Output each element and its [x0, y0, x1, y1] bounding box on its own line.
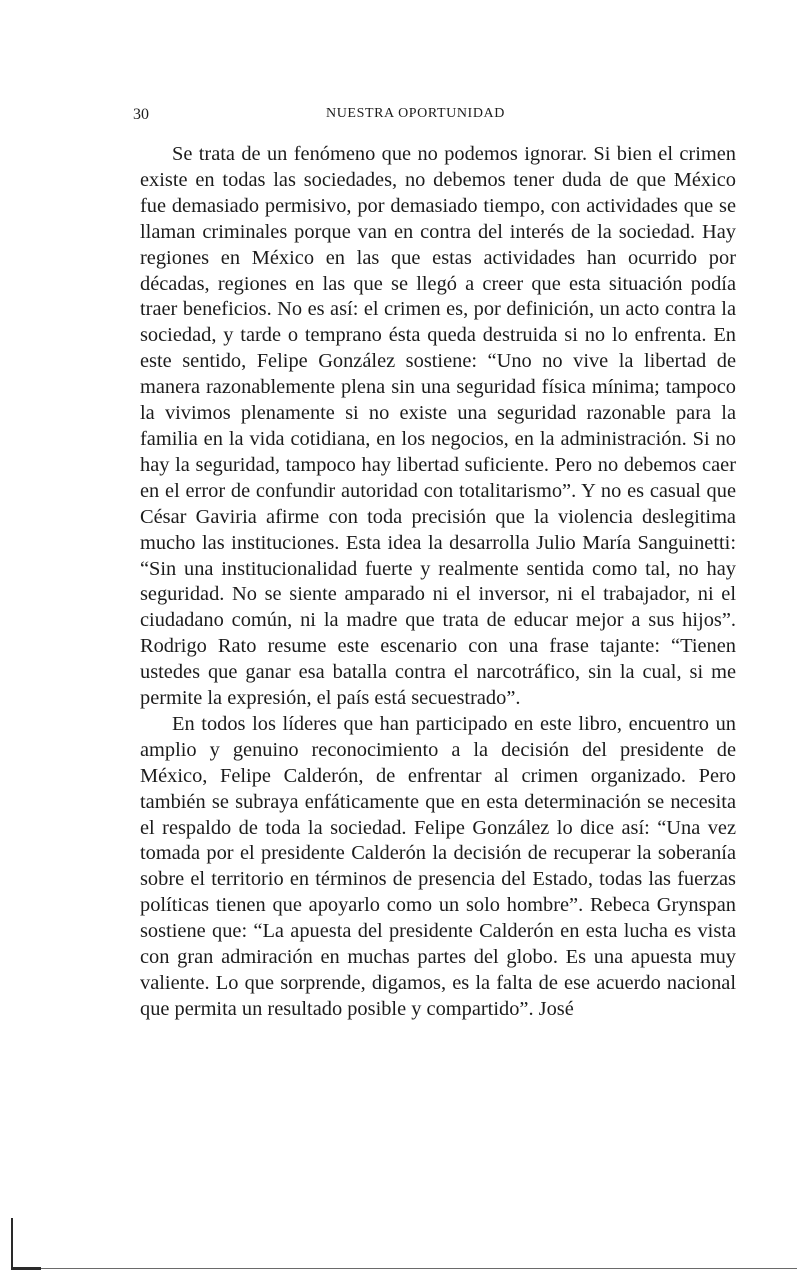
page-header: [130, 104, 742, 128]
scan-edge-left: [11, 1218, 13, 1270]
running-title: NUESTRA OPORTUNIDAD: [326, 106, 505, 121]
page-number: 30: [133, 106, 149, 123]
scan-edge-bottom: [11, 1268, 797, 1269]
body-text: [140, 142, 736, 1023]
paragraph: Se trata de un fenómeno que no podemos ignorar. Si bien el crimen existe en todas las sociedades, no debemos tener duda de que México fue demasiado permisivo, por demasiado tiempo, con actividades que se llaman criminales porque van en contra del interés de la sociedad. Hay regiones en México en las que estas actividades han ocurrido por décadas, regiones en las que se llegó a creer que esta situación podía traer beneficios. No es así: el crimen es, por definición, un acto contra la sociedad, y tarde o temprano ésta queda destruida si no lo enfrenta. En este sentido, Felipe González sostiene: “Uno no vive la libertad de manera razonablemente plena sin una seguridad física mínima; tampoco la vivimos plenamente si no existe una seguridad razonable para la familia en la vida cotidiana, en los negocios, en la administración. Si no hay la seguridad, tampoco hay libertad suficiente. Pero no debemos caer en el error de confundir autoridad con totalitarismo”. Y no es casual que César Gaviria afirme con toda precisión que la violencia deslegitima mucho las instituciones. Esta idea la desarrolla Julio María Sanguinetti: “Sin una institucionalidad fuerte y realmente sentida como tal, no hay seguridad. No se siente amparado ni el inversor, ni el trabajador, ni el ciudadano común, ni la madre que trata de educar mejor a sus hijos”. Rodrigo Rato resume este escenario con una frase tajante: “Tienen ustedes que ganar esa batalla contra el narcotráfico, sin la cual, si me permite la expresión, el país está secuestrado”.: [140, 143, 736, 710]
scan-edge-corner: [11, 1267, 41, 1270]
paragraph: En todos los líderes que han participado en este libro, encuentro un amplio y genuino reconocimiento a la decisión del presidente de México, Felipe Calderón, de enfrentar al crimen organizado. Pero también se subraya enfáticamente que en esta determinación se necesita el respaldo de toda la sociedad. Felipe González lo dice así: “Una vez tomada por el presidente Calderón la decisión de recuperar la soberanía sobre el territorio en términos de presencia del Estado, todas las fuerzas políticas tienen que apoyarlo como un solo hombre”. Rebeca Grynspan sostiene que: “La apuesta del presidente Calderón en esta lucha es vista con gran admiración en muchas partes del globo. Es una apuesta muy valiente. Lo que sorprende, digamos, es la falta de ese acuerdo nacional que permita un resultado posible y compartido”. José: [140, 712, 736, 1020]
